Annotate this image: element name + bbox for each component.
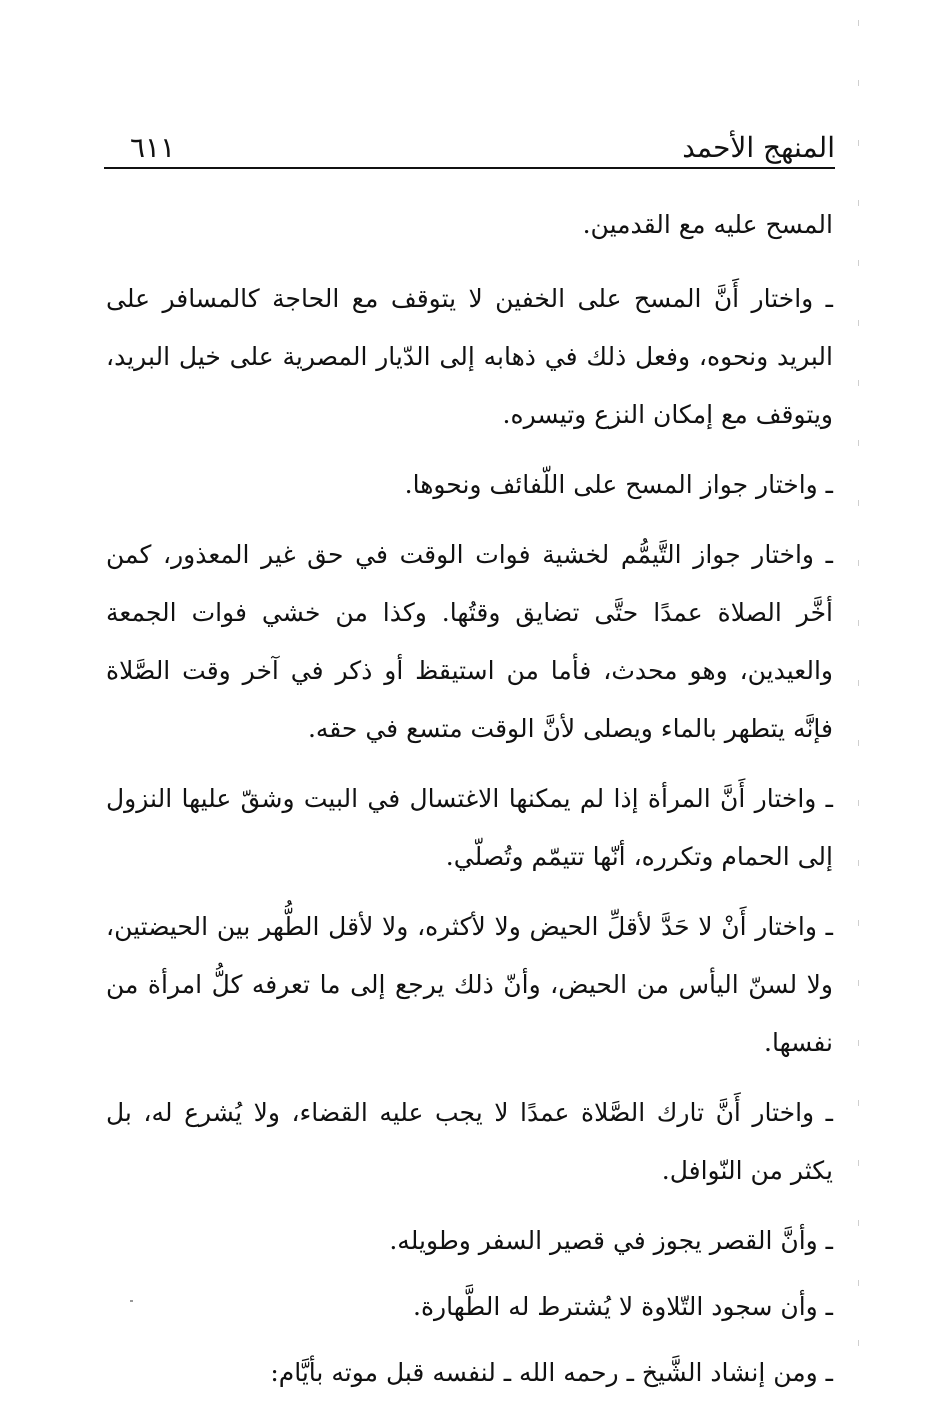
running-title: المنهج الأحمد xyxy=(682,131,835,164)
paragraph: ـ واختار أَنْ لا حَدَّ لأقلِّ الحيض ولا لأكثره، ولا لأقل الطُّهر بين الحيضتين، ولا لسنّ اليأس من الحيض، وأنّ ذلك يرجع إلى ما تعرفه كلُّ امرأة من نفسها. xyxy=(106,912,833,1057)
paragraph: ـ ومن إنشاد الشَّيخ ـ رحمه الله ـ لنفسه قبل موته بأيَّام: xyxy=(270,1358,833,1387)
paragraph: ـ واختار جواز التَّيمُّم لخشية فوات الوقت في حق غير المعذور، كمن أخَّر الصلاة عمدًا حتَّى تضايق وقتُها. وكذا من خشي فوات الجمعة والعيدين، وهو محدث، فأما من استيقظ أو ذكر في آخر وقت الصَّلاة فإنَّه يتطهر بالماء ويصلى لأنَّ الوقت متسع في حقه. xyxy=(106,540,833,743)
running-header xyxy=(104,128,835,168)
body-text xyxy=(106,196,833,1414)
paragraph: ـ وأنَّ القصر يجوز في قصير السفر وطويله. xyxy=(389,1226,833,1255)
page-number: ٦١١ xyxy=(130,131,176,164)
paragraph: ـ واختار أَنَّ المسح على الخفين لا يتوقف مع الحاجة كالمسافر على البريد ونحوه، وفعل ذلك في ذهابه إلى الدّيار المصرية على خيل البريد، ويتوقف مع إمكان النزع وتيسره. xyxy=(106,284,833,429)
paragraph: ـ واختار أَنَّ المرأة إذا لم يمكنها الاغتسال في البيت وشقّ عليها النزول إلى الحمام وتكرره، أنّها تتيمّم وتُصلّي. xyxy=(106,784,833,871)
scan-speck xyxy=(130,1300,133,1302)
paragraph: ـ واختار أَنَّ تارك الصَّلاة عمدًا لا يجب عليه القضاء، ولا يُشرع له، بل يكثر من النّوافل. xyxy=(106,1098,833,1185)
scan-margin-line xyxy=(858,20,859,1350)
header-rule xyxy=(104,167,835,169)
paragraph: ـ وأن سجود التّلاوة لا يُشترط له الطَّهارة. xyxy=(413,1292,833,1321)
paragraph: المسح عليه مع القدمين. xyxy=(582,210,833,239)
paragraph: ـ واختار جواز المسح على اللّفائف ونحوها. xyxy=(404,470,833,499)
